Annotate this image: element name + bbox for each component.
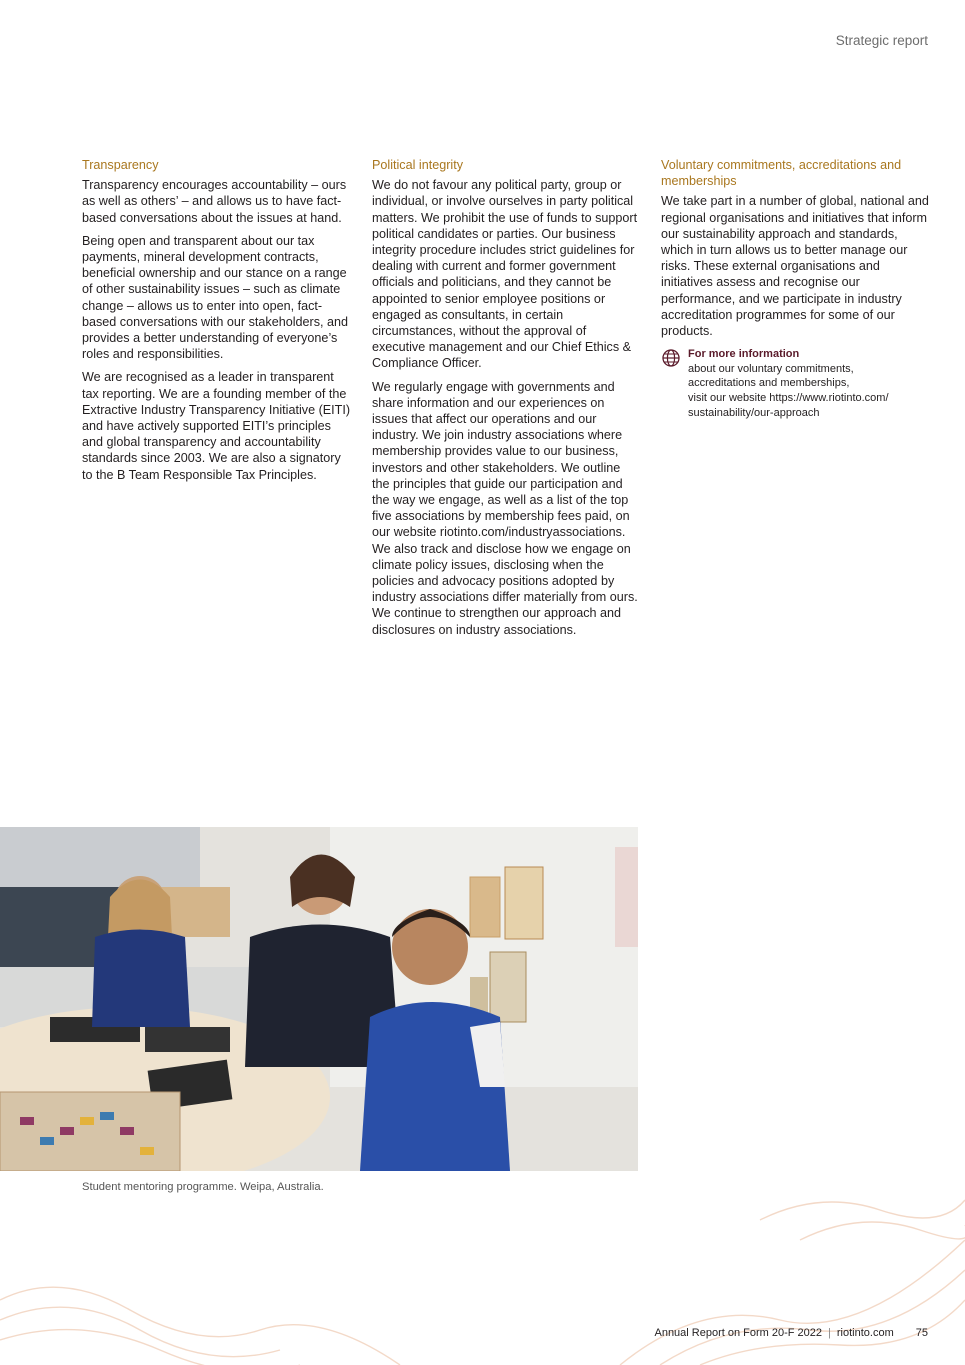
voluntary-paragraph: We take part in a number of global, national and regional organisations and initiatives that inform our sustainability approach and standards, which in turn allows us to better manage our risks. These external organisations and initiatives assess and recognise our performance, and we participate in industry accreditation programmes for some of our products. — [661, 194, 929, 339]
page-number: 75 — [915, 1327, 928, 1339]
transparency-paragraph-2: Being open and transparent about our tax payments, mineral development contracts, beneficial ownership and our stance on a range of other sustainability issues – such as climate change – allows us to enter into open, fact-based conversations with our stakeholders, and provides a better understanding of everyone’s roles and responsibilities. — [82, 233, 349, 362]
website-link[interactable]: riotinto.com — [836, 1327, 894, 1339]
political-integrity-column — [372, 157, 640, 645]
more-info-title: For more information — [688, 348, 800, 361]
more-info-link-continued[interactable]: sustainability/our-approach — [688, 406, 820, 419]
transparency-paragraph-1: Transparency encourages accountability – ours as well as others’ – and allows us to have fact-based conversations about the issues at hand. — [82, 178, 347, 225]
report-title: Annual Report on Form 20-F 2022 — [654, 1327, 823, 1339]
political-integrity-heading: Political integrity — [372, 158, 463, 172]
photo-caption: Student mentoring programme. Weipa, Australia. — [82, 1181, 324, 1193]
voluntary-commitments-heading: Voluntary commitments, accreditations and memberships — [661, 158, 902, 189]
more-info-line-1: about our voluntary commitments, — [688, 362, 854, 375]
transparency-column — [82, 157, 354, 490]
footer-separator: | — [828, 1327, 831, 1339]
more-info-link[interactable]: visit our website https://www.riotinto.com/ — [688, 392, 889, 405]
globe-icon — [661, 348, 681, 368]
page-footer — [654, 1327, 928, 1339]
voluntary-commitments-column — [661, 157, 933, 420]
political-paragraph-1: We do not favour any political party, group or individual, or involve ourselves in party political matters. We prohibit the use of funds to support political candidates or parties. Our business integrity procedure includes strict guidelines for dealing with current and former government officials and politicians, and they cannot be appointed to senior employee positions or engaged as consultants, in certain circumstances, without the approval of executive management and our Chief Ethics & Compliance Officer. — [372, 178, 638, 371]
transparency-heading: Transparency — [82, 158, 159, 172]
transparency-paragraph-3: We are recognised as a leader in transparent tax reporting. We are a founding member of the Extractive Industry Transparency Initiative (EITI) and have actively supported EITI’s principles and global transparency and accountability standards since 2003. We are also a signatory to the B Team Responsible Tax Principles. — [82, 370, 351, 482]
more-info-line-2: accreditations and memberships, — [688, 377, 850, 390]
photo-illustration — [0, 827, 638, 1171]
political-paragraph-2: We regularly engage with governments and share information and our experiences on issues that affect our operations and our industry. We join industry associations where membership provides value to our business, investors and other stakeholders. We outline the principles that guide our participation and the way we engage, as well as a list of the top five associations by membership fees paid, on our website riotinto.com/industryassociations. We also track and disclose how we engage on climate policy issues, disclosing when the policies and advocacy positions adopted by industry associations differ materially from ours. We continue to strengthen our approach and disclosures on industry associations. — [372, 379, 638, 637]
student-mentoring-photo — [0, 827, 638, 1171]
more-info-callout[interactable] — [661, 347, 933, 420]
section-label: Strategic report — [835, 33, 928, 48]
